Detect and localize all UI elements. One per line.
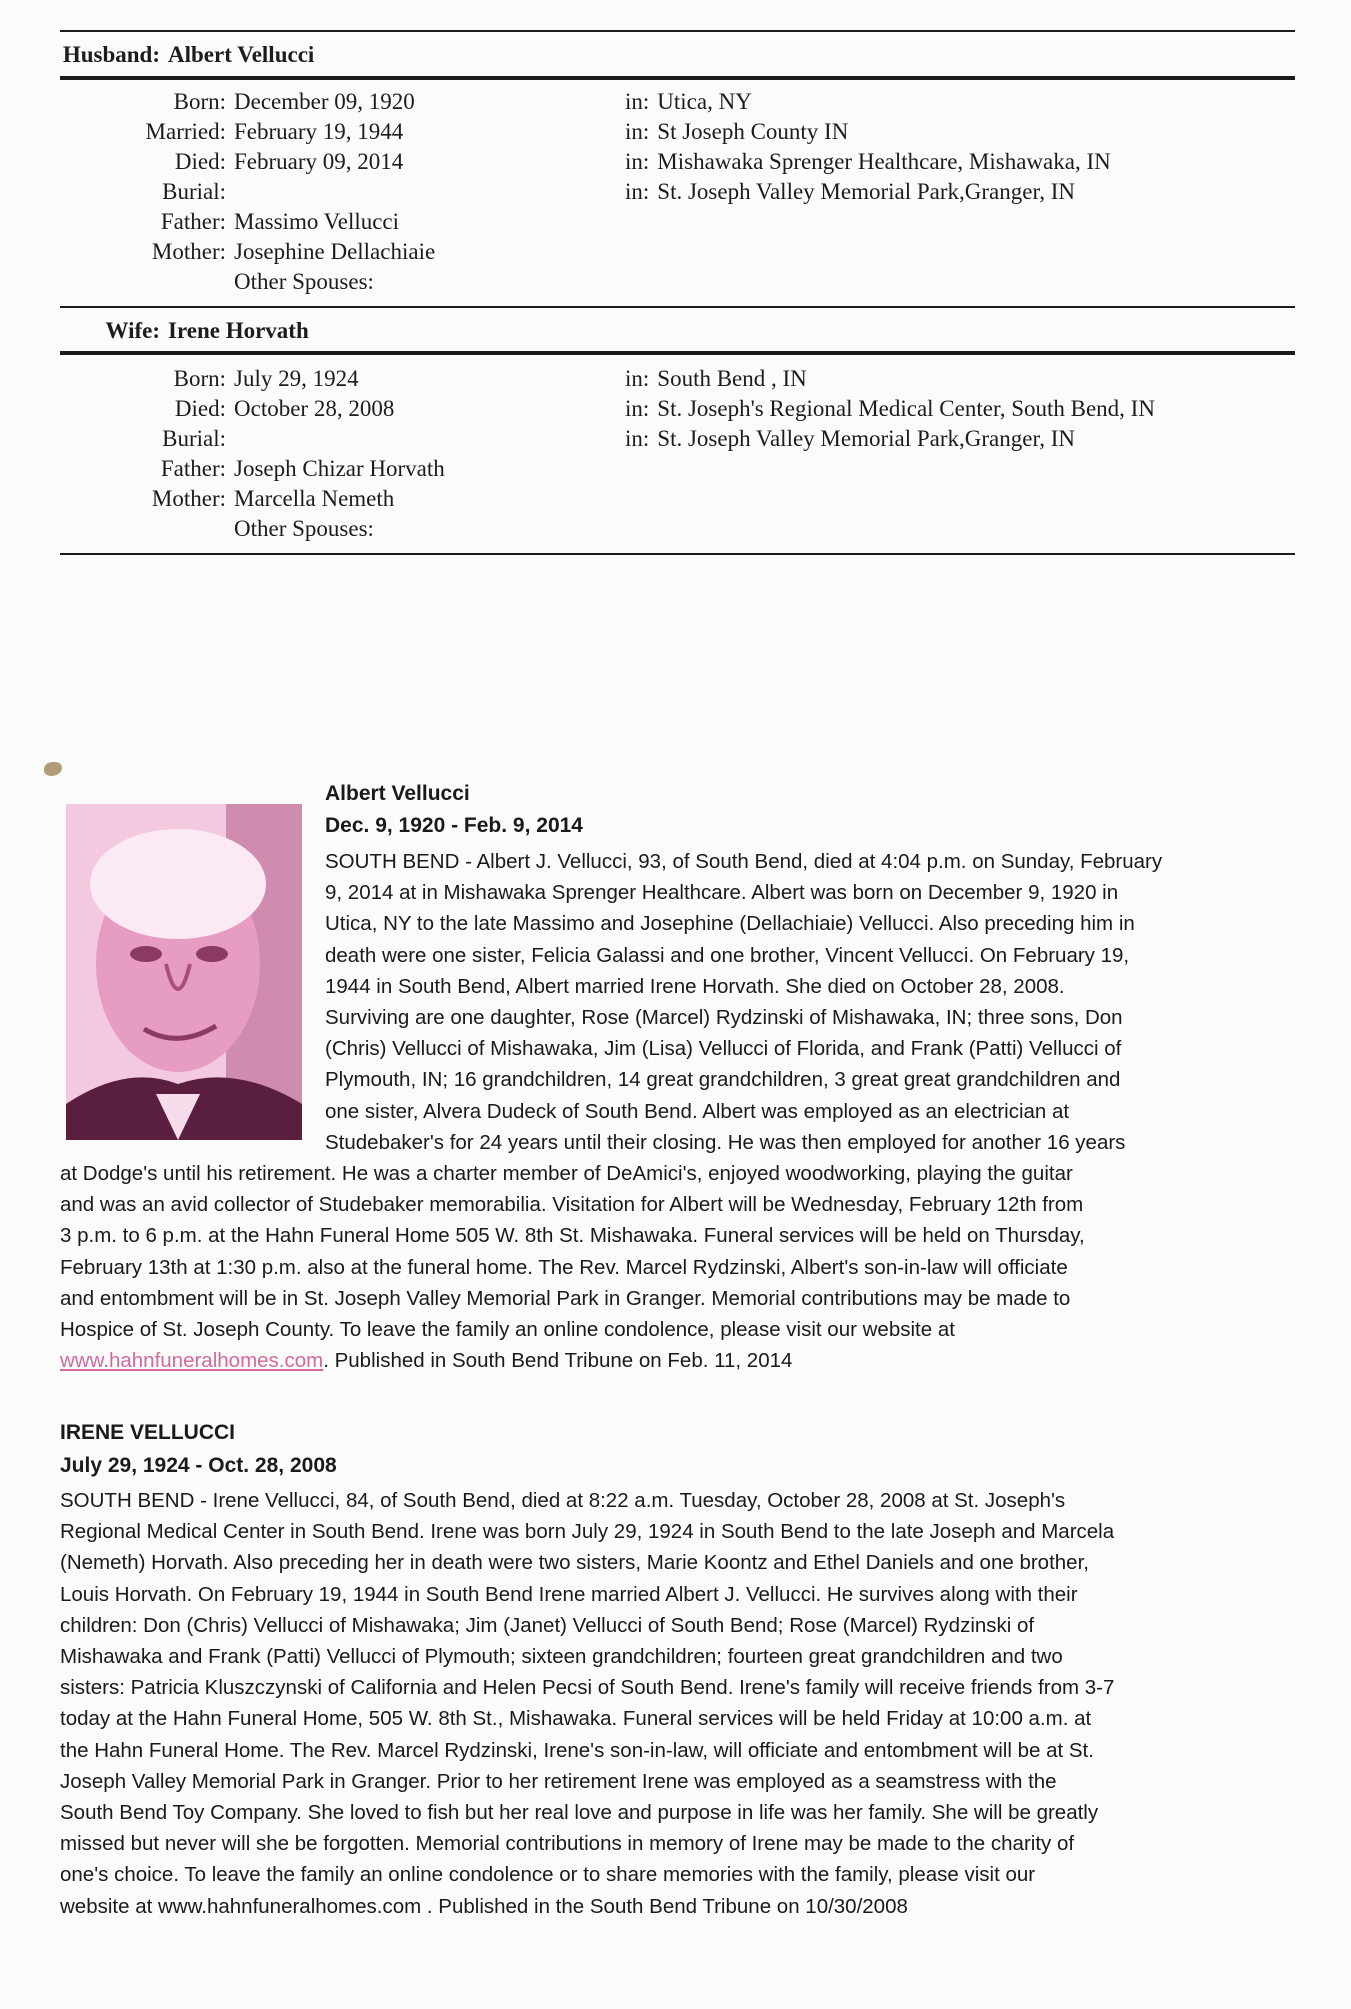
obituary-irene-name: IRENE VELLUCCI	[60, 1421, 236, 1444]
husband-rule	[60, 76, 1295, 80]
text-line: www.hahnfuneralhomes.com. Published in South Bend Tribune on Feb. 11, 2014	[60, 1349, 793, 1373]
text-line: 3 p.m. to 6 p.m. at the Hahn Funeral Home 505 W. 8th St. Mishawaka. Funeral services will be held on Thursday,	[60, 1224, 1085, 1248]
location-row: in: Utica, NY	[625, 89, 752, 114]
paper-speck	[44, 762, 62, 776]
text-line: one's choice. To leave the family an online condolence or to share memories with the family, please visit our	[60, 1863, 1036, 1887]
text-line: Louis Horvath. On February 19, 1944 in South Bend Irene married Albert J. Vellucci. He survives along with their	[60, 1582, 1078, 1606]
husband-name: Albert Vellucci	[168, 42, 315, 67]
text-line: children: Don (Chris) Vellucci of Mishawaka; Jim (Janet) Vellucci of South Bend; Rose (Marcel) Rydzinski of	[60, 1613, 1035, 1637]
text-line: Utica, NY to the late Massimo and Josephine (Dellachiaie) Vellucci. Also preceding him in	[325, 912, 1135, 936]
text-line: death were one sister, Felicia Galassi and one brother, Vincent Vellucci. On February 19,	[325, 943, 1130, 967]
detail-row: Mother: Marcella Nemeth	[151, 486, 395, 511]
text-line: Hospice of St. Joseph County. To leave the family an online condolence, please visit our website at	[60, 1318, 955, 1342]
text-line: South Bend Toy Company. She loved to fish but her real love and purpose in life was her family. She will be greatly	[60, 1801, 1099, 1825]
text-line: missed but never will she be forgotten. Memorial contributions in memory of Irene may be made to the charity of	[60, 1832, 1075, 1856]
detail-row: Other Spouses:	[234, 269, 374, 294]
portrait-silhouette	[66, 804, 302, 1140]
text-line: Surviving are one daughter, Rose (Marcel) Rydzinski of Mishawaka, IN; three sons, Don	[325, 1006, 1123, 1030]
funeral-home-link[interactable]: www.hahnfuneralhomes.com	[60, 1349, 324, 1373]
text-line: SOUTH BEND - Irene Vellucci, 84, of South Bend, died at 8:22 a.m. Tuesday, October 28, 2008 at St. Joseph's	[60, 1489, 1066, 1512]
obituary-albert-full	[60, 1158, 1310, 1376]
husband-locations	[625, 87, 1111, 207]
text-line: at Dodge's until his retirement. He was a charter member of DeAmici's, enjoyed woodworking, playing the guitar	[60, 1162, 1073, 1185]
wife-details	[58, 364, 445, 544]
obituary-albert-wrapped	[325, 846, 1305, 1158]
detail-row: Burial:	[162, 179, 226, 204]
husband-label: Husband:	[62, 42, 160, 67]
text-line: the Hahn Funeral Home. The Rev. Marcel Rydzinski, Irene's son-in-law, will officiate and entombment will be at St.	[60, 1738, 1094, 1762]
text-line: Joseph Valley Memorial Park in Granger. Prior to her retirement Irene was employed as a seamstress with the	[60, 1769, 1057, 1793]
detail-row: Father: Massimo Vellucci	[160, 209, 400, 234]
text-line: and was an avid collector of Studebaker memorabilia. Visitation for Albert will be Wednesday, February 12th from	[60, 1193, 1084, 1217]
albert-portrait-photo	[66, 804, 302, 1140]
obituary-irene-body	[60, 1485, 1310, 1922]
detail-row: Died: October 28, 2008	[174, 396, 395, 421]
husband-details	[58, 87, 435, 297]
detail-row: Married: February 19, 1944	[145, 119, 404, 144]
location-row: in: St. Joseph Valley Memorial Park,Granger, IN	[625, 179, 1075, 204]
husband-header	[0, 42, 314, 68]
top-rule	[60, 30, 1295, 32]
detail-row: Born: July 29, 1924	[173, 366, 359, 391]
wife-label: Wife:	[105, 318, 160, 343]
obituary-albert-name: Albert Vellucci	[325, 782, 470, 805]
location-row: in: St. Joseph Valley Memorial Park,Granger, IN	[625, 426, 1075, 451]
text-line: Studebaker's for 24 years until their closing. He was then employed for another 16 years	[325, 1130, 1126, 1154]
bottom-rule	[60, 553, 1295, 555]
text-line: (Nemeth) Horvath. Also preceding her in death were two sisters, Marie Koontz and Ethel Daniels and one brother,	[60, 1551, 1089, 1575]
text-line: today at the Hahn Funeral Home, 505 W. 8th St., Mishawaka. Funeral services will be held Friday at 10:00 a.m. at	[60, 1707, 1092, 1731]
text-line: one sister, Alvera Dudeck of South Bend. Albert was employed as an electrician at	[325, 1099, 1070, 1123]
text-line: 1944 in South Bend, Albert married Irene Horvath. She died on October 28, 2008.	[325, 974, 1065, 998]
text-line: and entombment will be in St. Joseph Valley Memorial Park in Granger. Memorial contributions may be made to	[60, 1286, 1071, 1310]
text-line: February 13th at 1:30 p.m. also at the funeral home. The Rev. Marcel Rydzinski, Albert's son-in-law will officiate	[60, 1255, 1068, 1279]
wife-name: Irene Horvath	[168, 318, 309, 343]
text-line: sisters: Patricia Kluszczynski of California and Helen Pecsi of South Bend. Irene's family will receive friends from 3-7	[60, 1676, 1115, 1700]
detail-row: Mother: Josephine Dellachiaie	[151, 239, 436, 264]
detail-row: Other Spouses:	[234, 516, 374, 541]
text-line: Mishawaka and Frank (Patti) Vellucci of Plymouth; sixteen grandchildren; fourteen great grandchildren and two	[60, 1645, 1063, 1669]
detail-row: Father: Joseph Chizar Horvath	[160, 456, 445, 481]
wife-locations	[625, 364, 1155, 454]
text-line: website at www.hahnfuneralhomes.com . Published in the South Bend Tribune on 10/30/2008	[60, 1894, 908, 1918]
location-row: in: South Bend , IN	[625, 366, 807, 391]
detail-row: Died: February 09, 2014	[174, 149, 404, 174]
text-line: Plymouth, IN; 16 grandchildren, 14 great grandchildren, 3 great great grandchildren and	[325, 1068, 1121, 1092]
wife-header	[0, 318, 309, 344]
detail-row: Born: December 09, 1920	[173, 89, 415, 114]
location-row: in: St Joseph County IN	[625, 119, 849, 144]
obituary-irene-dates: July 29, 1924 - Oct. 28, 2008	[60, 1454, 337, 1477]
text-line: Regional Medical Center in South Bend. Irene was born July 29, 1924 in South Bend to the late Joseph and Marcela	[60, 1520, 1115, 1544]
text-line: (Chris) Vellucci of Mishawaka, Jim (Lisa) Vellucci of Florida, and Frank (Patti) Vellucci of	[325, 1037, 1122, 1061]
detail-row: Burial:	[162, 426, 226, 451]
location-row: in: St. Joseph's Regional Medical Center, South Bend, IN	[625, 396, 1155, 421]
text-line: SOUTH BEND - Albert J. Vellucci, 93, of South Bend, died at 4:04 p.m. on Sunday, February	[325, 850, 1163, 873]
text-line: 9, 2014 at in Mishawaka Sprenger Healthcare. Albert was born on December 9, 1920 in	[325, 881, 1119, 905]
obituary-albert-dates: Dec. 9, 1920 - Feb. 9, 2014	[325, 814, 583, 837]
section-divider	[60, 306, 1295, 308]
wife-rule	[60, 351, 1295, 355]
location-row: in: Mishawaka Sprenger Healthcare, Mishawaka, IN	[625, 149, 1111, 174]
